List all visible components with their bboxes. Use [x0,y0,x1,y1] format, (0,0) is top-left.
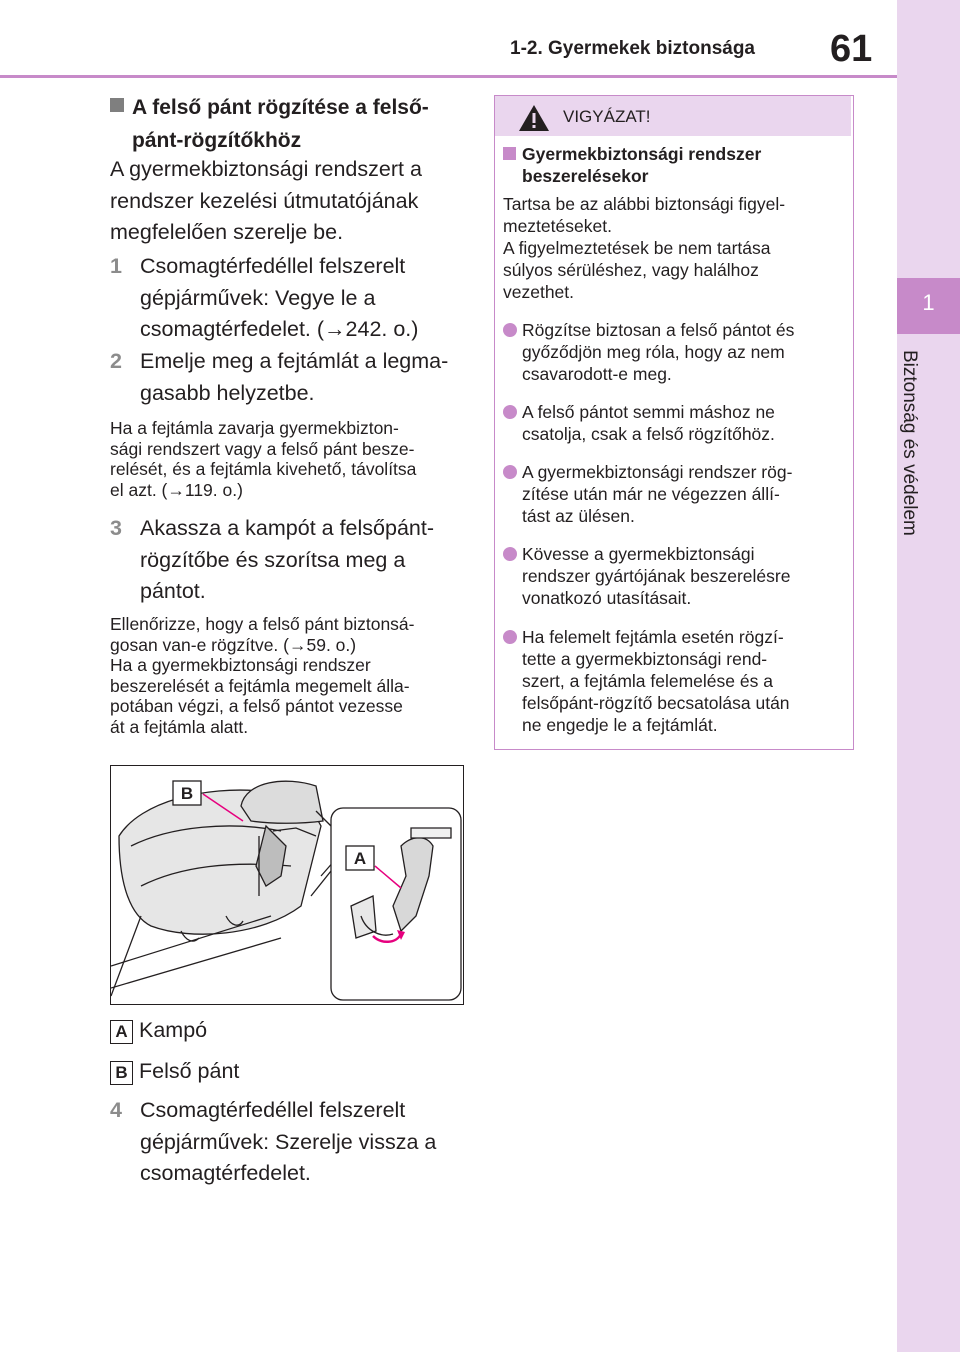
intro-paragraph: A gyermekbiztonsági rendszert a rendszer kezelési útmutatójának megfelelően szerelje be. [110,157,422,244]
step-3: 3 Akassza a kampót a felsőpánt- rögzítőbe és szorítsa meg a pántot. [110,513,470,608]
step-number: 3 [110,516,122,540]
step-2: 2 Emelje meg a fejtámlát a legma- gasabb helyzetbe. [110,346,470,409]
note-headrest: Ha a fejtámla zavarja gyermekbizton- sági rendszert vagy a felső pánt besze- relését, és a fejtámla kivehető, távolítsa el azt. (→119. o.) [110,418,417,500]
bullet-dot-icon [503,630,517,644]
callout-b-label: B [180,784,194,803]
header-divider [0,75,897,78]
warning-intro: Tartsa be az alábbi biztonsági figyel- meztetéseket. A figyelmeztetések be nem tartása súlyos sérüléshez, vagy halálhoz vezethet. [503,194,786,302]
warning-item: A gyermekbiztonsági rendszer rög- zítése után már ne végezzen állí- tást az ülésen. [503,461,843,527]
page-number: 61 [830,28,873,70]
seat-drawing [111,766,463,1004]
step-number: 4 [110,1098,122,1122]
warning-item: Ha felemelt fejtámla esetén rögzí- tette a gyermekbiztonsági rend- szert, a fejtámla felemelése és a felsőpánt-rögzítő becsatolása után ne engedje le a fejtámlát. [503,626,843,736]
chapter-number-tab[interactable]: 1 [897,278,960,334]
warning-triangle-icon [517,103,551,138]
section-title: 1-2. Gyermekek biztonsága [510,38,755,59]
chapter-sidebar [897,0,960,1352]
square-bullet-icon [503,147,516,160]
section-heading: A felső pánt rögzítése a felső- pánt-rögzítőkhöz [110,91,470,157]
chapter-title-vertical: Biztonság és védelem [899,350,920,536]
warning-title: VIGYÁZAT! [563,107,651,126]
warning-item: Kövesse a gyermekbiztonsági rendszer gyártójának beszerelésre vonatkozó utasításait. [503,543,843,609]
step-1: 1 Csomagtérfedéllel felszerelt gépjárművek: Vegye le a csomagtérfedelet. (→242. o.) [110,251,470,346]
legend-a: A Kampó [110,1015,470,1047]
note-strap-check: Ellenőrizze, hogy a felső pánt biztonsá- gosan van-e rögzítve. (→59. o.) Ha a gyermekbiztonsági rendszer beszerelését a fejtámla megemelt álla- potában végzi, a felső pántot vezesse át a fejtámla alatt. [110,614,415,737]
bullet-dot-icon [503,323,517,337]
bullet-dot-icon [503,405,517,419]
legend-tag-b: B [110,1061,133,1085]
step-4: 4 Csomagtérfedéllel felszerelt gépjárművek: Szerelje vissza a csomagtérfedelet. [110,1095,470,1190]
child-seat-illustration [110,765,464,1005]
callout-a-label: A [353,849,367,868]
legend-b: B Felső pánt [110,1056,470,1088]
warning-item: A felső pántot semmi máshoz ne csatolja, csak a felső rögzítőhöz. [503,401,843,445]
legend-tag-a: A [110,1020,133,1044]
square-bullet-icon [110,98,124,112]
bullet-dot-icon [503,465,517,479]
warning-subheading: Gyermekbiztonsági rendszer beszerelésekor [503,143,843,187]
bullet-dot-icon [503,547,517,561]
step-number: 1 [110,254,122,278]
warning-item: Rögzítse biztosan a felső pántot és győződjön meg róla, hogy az nem csavarodott-e meg. [503,319,843,385]
step-number: 2 [110,349,122,373]
